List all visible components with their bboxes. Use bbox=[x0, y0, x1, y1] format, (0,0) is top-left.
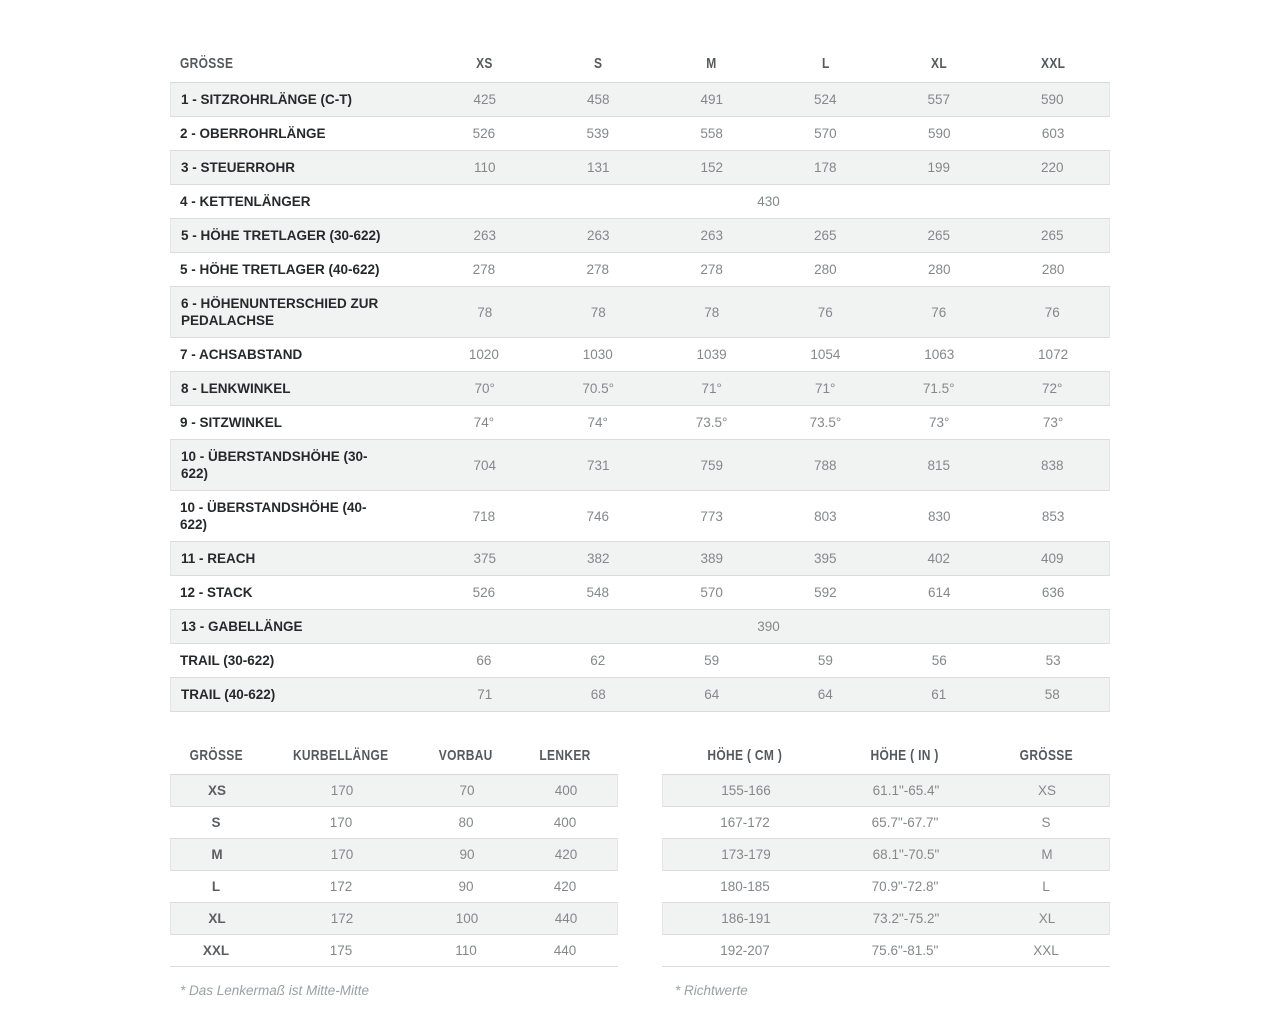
cell-value: 420 bbox=[553, 879, 577, 894]
cell-value: 53 bbox=[1045, 653, 1061, 668]
table-row bbox=[170, 185, 1110, 219]
cell-value: 71° bbox=[701, 381, 722, 396]
table-row bbox=[170, 287, 1110, 338]
table-row bbox=[662, 775, 1110, 807]
cell-value: 265 bbox=[927, 228, 951, 243]
row-label: 10 - ÜBERSTANDSHÖHE (30-622) bbox=[181, 449, 368, 481]
table-row bbox=[170, 338, 1110, 372]
row-label: 6 - HÖHENUNTERSCHIED ZUR PEDALACHSE bbox=[181, 296, 379, 328]
cell-value: 1072 bbox=[1038, 347, 1069, 362]
row-label: 10 - ÜBERSTANDSHÖHE (40-622) bbox=[180, 500, 367, 532]
cell-value: 59 bbox=[817, 653, 833, 668]
cell-value: 491 bbox=[700, 92, 724, 107]
cell-value: 71 bbox=[477, 687, 493, 702]
size-guide-col-header-label: GRÖSSE bbox=[1019, 746, 1073, 764]
cell-value: 280 bbox=[814, 262, 837, 277]
cell-value: 263 bbox=[700, 228, 724, 243]
components-table-header bbox=[170, 737, 618, 775]
cell-value: 590 bbox=[927, 126, 951, 141]
table-row bbox=[170, 678, 1110, 712]
cell-value: 278 bbox=[586, 262, 609, 277]
cell-value: 76 bbox=[931, 304, 947, 320]
table-row bbox=[662, 839, 1110, 871]
cell-value: 382 bbox=[586, 551, 610, 566]
cell-value: 803 bbox=[814, 508, 837, 524]
cell-value: S bbox=[1041, 815, 1051, 830]
size-guide-col-header-label: HÖHE ( IN ) bbox=[870, 746, 940, 764]
col-header-size-xs bbox=[427, 55, 541, 73]
components-col-header-label: GRÖSSE bbox=[189, 746, 243, 764]
cell-value: 73.5° bbox=[809, 415, 842, 430]
col-header-size-label: L bbox=[821, 54, 830, 72]
cell-value: 704 bbox=[473, 457, 497, 473]
cell-value: 263 bbox=[473, 228, 497, 243]
components-table-body bbox=[170, 775, 618, 967]
cell-value: 603 bbox=[1041, 126, 1065, 141]
row-label: 5 - HÖHE TRETLAGER (30-622) bbox=[181, 228, 381, 243]
cell-value: 73° bbox=[929, 415, 950, 430]
cell-value: 759 bbox=[700, 457, 724, 473]
table-row bbox=[662, 935, 1110, 967]
cell-value: 220 bbox=[1040, 160, 1064, 175]
table-row bbox=[170, 839, 618, 871]
size-guide-table-header bbox=[662, 737, 1110, 775]
cell-value: 178 bbox=[813, 160, 837, 175]
cell-value: L bbox=[1042, 879, 1050, 894]
cell-value: 389 bbox=[700, 551, 724, 566]
cell-value: 278 bbox=[472, 262, 496, 277]
cell-value: 1063 bbox=[924, 347, 955, 362]
cell-value: 395 bbox=[813, 551, 837, 566]
cell-value: 1030 bbox=[582, 347, 613, 362]
cell-value: 278 bbox=[700, 262, 723, 277]
components-col-header-label: VORBAU bbox=[439, 746, 493, 764]
table-row bbox=[170, 610, 1110, 644]
table-row bbox=[170, 406, 1110, 440]
size-guide-col-header bbox=[982, 747, 1110, 765]
cell-value: 172 bbox=[329, 879, 353, 894]
row-label: 12 - STACK bbox=[180, 585, 253, 600]
cell-value: 100 bbox=[455, 911, 479, 926]
cell-value: 110 bbox=[473, 160, 496, 175]
col-header-size-xl bbox=[882, 55, 996, 73]
cell-value: 590 bbox=[1040, 92, 1064, 107]
table-row bbox=[170, 372, 1110, 406]
components-col-header bbox=[262, 747, 420, 765]
cell-value: 170 bbox=[330, 847, 354, 862]
col-header-size-label: M bbox=[706, 54, 717, 72]
cell-value: 73.2"-75.2" bbox=[872, 911, 940, 926]
cell-value: 152 bbox=[700, 160, 724, 175]
cell-value: 636 bbox=[1041, 585, 1065, 600]
row-label: 1 - SITZROHRLÄNGE (C-T) bbox=[181, 92, 352, 107]
cell-value: M bbox=[1041, 847, 1053, 862]
cell-value: 570 bbox=[700, 585, 723, 600]
table-row bbox=[170, 903, 618, 935]
col-header-size-label: XS bbox=[475, 54, 493, 72]
table-row bbox=[170, 871, 618, 903]
cell-value: 64 bbox=[704, 687, 720, 702]
table-row bbox=[170, 440, 1110, 491]
cell-value: 90 bbox=[459, 847, 475, 862]
components-col-header-label: KURBELLÄNGE bbox=[293, 746, 389, 764]
cell-value: 420 bbox=[554, 847, 578, 862]
cell-value: 440 bbox=[553, 943, 577, 958]
col-header-size-xxl bbox=[996, 55, 1110, 73]
cell-value: 68 bbox=[590, 687, 606, 702]
cell-value: 65.7"-67.7" bbox=[871, 815, 939, 830]
cell-value: 76 bbox=[817, 304, 833, 320]
cell-value: 170 bbox=[330, 783, 354, 798]
cell-value: 76 bbox=[1044, 304, 1060, 320]
cell-size: M bbox=[211, 847, 223, 862]
cell-value: 548 bbox=[586, 585, 609, 600]
cell-value: 557 bbox=[927, 92, 951, 107]
col-header-size-label: XXL bbox=[1040, 54, 1066, 72]
cell-value: 90 bbox=[458, 879, 474, 894]
cell-value: 68.1"-70.5" bbox=[872, 847, 940, 862]
cell-value: 558 bbox=[700, 126, 723, 141]
table-row bbox=[170, 807, 618, 839]
col-header-size-s bbox=[541, 55, 655, 73]
size-guide-col-header bbox=[662, 747, 828, 765]
table-row bbox=[170, 491, 1110, 542]
cell-value: 56 bbox=[931, 653, 947, 668]
cell-value: 70 bbox=[459, 783, 475, 798]
table-row bbox=[170, 83, 1110, 117]
cell-value: 526 bbox=[472, 585, 496, 600]
cell-value: 175 bbox=[329, 943, 353, 958]
components-footnote: * Das Lenkermaß ist Mitte-Mitte bbox=[180, 983, 370, 998]
cell-value: 61.1"-65.4" bbox=[872, 783, 940, 798]
cell-value: 186-191 bbox=[721, 911, 771, 926]
row-label: 4 - KETTENLÄNGER bbox=[180, 194, 311, 209]
cell-value: 192-207 bbox=[720, 943, 770, 958]
table-row bbox=[170, 253, 1110, 287]
cell-value: 400 bbox=[554, 783, 578, 798]
cell-value: 425 bbox=[473, 92, 497, 107]
cell-value: 1054 bbox=[810, 347, 841, 362]
cell-size: S bbox=[211, 815, 221, 830]
col-header-groesse-label: GRÖSSE bbox=[180, 54, 234, 72]
cell-value: 155-166 bbox=[721, 783, 771, 798]
row-label: 7 - ACHSABSTAND bbox=[180, 347, 303, 362]
cell-value: 570 bbox=[814, 126, 837, 141]
row-label: 11 - REACH bbox=[181, 551, 256, 566]
cell-value: 718 bbox=[472, 508, 496, 524]
cell-value: 167-172 bbox=[720, 815, 770, 830]
col-header-size-label: S bbox=[593, 54, 602, 72]
col-header-groesse bbox=[170, 55, 427, 73]
cell-value: 58 bbox=[1044, 687, 1060, 702]
cell-value: 526 bbox=[472, 126, 496, 141]
cell-value: 746 bbox=[586, 508, 609, 524]
col-header-size-l bbox=[769, 55, 883, 73]
cell-value: 61 bbox=[931, 687, 947, 702]
row-label: 3 - STEUERROHR bbox=[181, 160, 296, 175]
cell-value: 70.5° bbox=[582, 381, 615, 396]
cell-value: 400 bbox=[553, 815, 577, 830]
components-col-header-label: LENKER bbox=[539, 746, 591, 764]
cell-value: 1020 bbox=[468, 347, 499, 362]
cell-value-span: 390 bbox=[757, 619, 780, 634]
col-header-size-label: XL bbox=[931, 54, 948, 72]
table-row bbox=[170, 542, 1110, 576]
table-row bbox=[662, 903, 1110, 935]
cell-value: 773 bbox=[700, 508, 723, 524]
cell-value: 173-179 bbox=[721, 847, 771, 862]
cell-value: 375 bbox=[473, 551, 497, 566]
cell-value: 592 bbox=[814, 585, 837, 600]
row-label: 5 - HÖHE TRETLAGER (40-622) bbox=[180, 262, 380, 277]
table-row bbox=[662, 807, 1110, 839]
cell-value: 815 bbox=[927, 457, 951, 473]
cell-value: XL bbox=[1038, 911, 1056, 926]
components-col-header bbox=[420, 747, 512, 765]
cell-value: 78 bbox=[704, 304, 720, 320]
cell-value: 539 bbox=[586, 126, 609, 141]
cell-value: 440 bbox=[554, 911, 578, 926]
cell-value: 265 bbox=[1040, 228, 1064, 243]
cell-value: 73.5° bbox=[695, 415, 728, 430]
cell-value: 838 bbox=[1040, 457, 1064, 473]
cell-value: 78 bbox=[477, 304, 493, 320]
table-row bbox=[170, 644, 1110, 678]
cell-value: 66 bbox=[476, 653, 492, 668]
cell-value: 110 bbox=[455, 943, 477, 958]
geometry-table-header bbox=[170, 45, 1110, 83]
cell-value: 71° bbox=[815, 381, 836, 396]
cell-value: 409 bbox=[1040, 551, 1064, 566]
size-guide-table-body bbox=[662, 775, 1110, 967]
cell-value: 80 bbox=[458, 815, 474, 830]
cell-size: XL bbox=[208, 911, 226, 926]
cell-value: 75.6"-81.5" bbox=[871, 943, 939, 958]
table-row bbox=[170, 219, 1110, 253]
table-row bbox=[170, 576, 1110, 610]
cell-value: 830 bbox=[927, 508, 951, 524]
cell-value: 70° bbox=[474, 381, 495, 396]
cell-value: 199 bbox=[927, 160, 951, 175]
cell-value: 524 bbox=[813, 92, 837, 107]
cell-value: 614 bbox=[927, 585, 951, 600]
size-guide-col-header bbox=[828, 747, 982, 765]
cell-value: 180-185 bbox=[720, 879, 770, 894]
cell-value: 131 bbox=[586, 160, 610, 175]
cell-value: 64 bbox=[817, 687, 833, 702]
table-row bbox=[170, 775, 618, 807]
table-row bbox=[170, 935, 618, 967]
cell-value: 731 bbox=[586, 457, 610, 473]
row-label: 9 - SITZWINKEL bbox=[180, 415, 282, 430]
cell-value: 265 bbox=[813, 228, 837, 243]
cell-value: 72° bbox=[1042, 381, 1063, 396]
cell-size: XS bbox=[207, 783, 226, 798]
cell-value: XXL bbox=[1033, 943, 1059, 958]
cell-value: 280 bbox=[1041, 262, 1065, 277]
table-row bbox=[170, 151, 1110, 185]
cell-size: XXL bbox=[202, 943, 230, 958]
col-header-size-m bbox=[655, 55, 769, 73]
row-label: TRAIL (40-622) bbox=[181, 687, 276, 702]
cell-value: 62 bbox=[590, 653, 606, 668]
cell-value: 853 bbox=[1041, 508, 1065, 524]
cell-value: 172 bbox=[330, 911, 354, 926]
geometry-table-body bbox=[170, 83, 1110, 712]
cell-value: 263 bbox=[586, 228, 610, 243]
cell-value: 280 bbox=[927, 262, 951, 277]
table-row bbox=[170, 117, 1110, 151]
cell-value: 402 bbox=[927, 551, 951, 566]
cell-value: 170 bbox=[329, 815, 353, 830]
row-label: 8 - LENKWINKEL bbox=[181, 381, 291, 396]
geometry-table bbox=[170, 45, 1110, 712]
cell-value: 59 bbox=[704, 653, 720, 668]
row-label: 13 - GABELLÄNGE bbox=[181, 619, 303, 634]
cell-value: 73° bbox=[1042, 415, 1064, 430]
cell-value: 78 bbox=[590, 304, 606, 320]
cell-value: 458 bbox=[586, 92, 610, 107]
components-col-header bbox=[512, 747, 618, 765]
row-label: TRAIL (30-622) bbox=[180, 653, 275, 668]
cell-value-span: 430 bbox=[757, 194, 780, 209]
cell-value: 71.5° bbox=[922, 381, 955, 396]
cell-value: 74° bbox=[587, 415, 608, 430]
cell-value: 74° bbox=[473, 415, 495, 430]
components-table bbox=[170, 737, 618, 967]
row-label: 2 - OBERROHRLÄNGE bbox=[180, 126, 326, 141]
cell-value: 788 bbox=[813, 457, 837, 473]
size-guide-table bbox=[662, 737, 1110, 967]
components-col-header bbox=[170, 747, 262, 765]
table-row bbox=[662, 871, 1110, 903]
cell-value: XS bbox=[1037, 783, 1056, 798]
cell-value: 1039 bbox=[696, 347, 727, 362]
cell-size: L bbox=[211, 879, 221, 894]
size-guide-col-header-label: HÖHE ( CM ) bbox=[707, 746, 783, 764]
size-guide-footnote: * Richtwerte bbox=[675, 983, 748, 998]
cell-value: 70.9"-72.8" bbox=[871, 879, 939, 894]
